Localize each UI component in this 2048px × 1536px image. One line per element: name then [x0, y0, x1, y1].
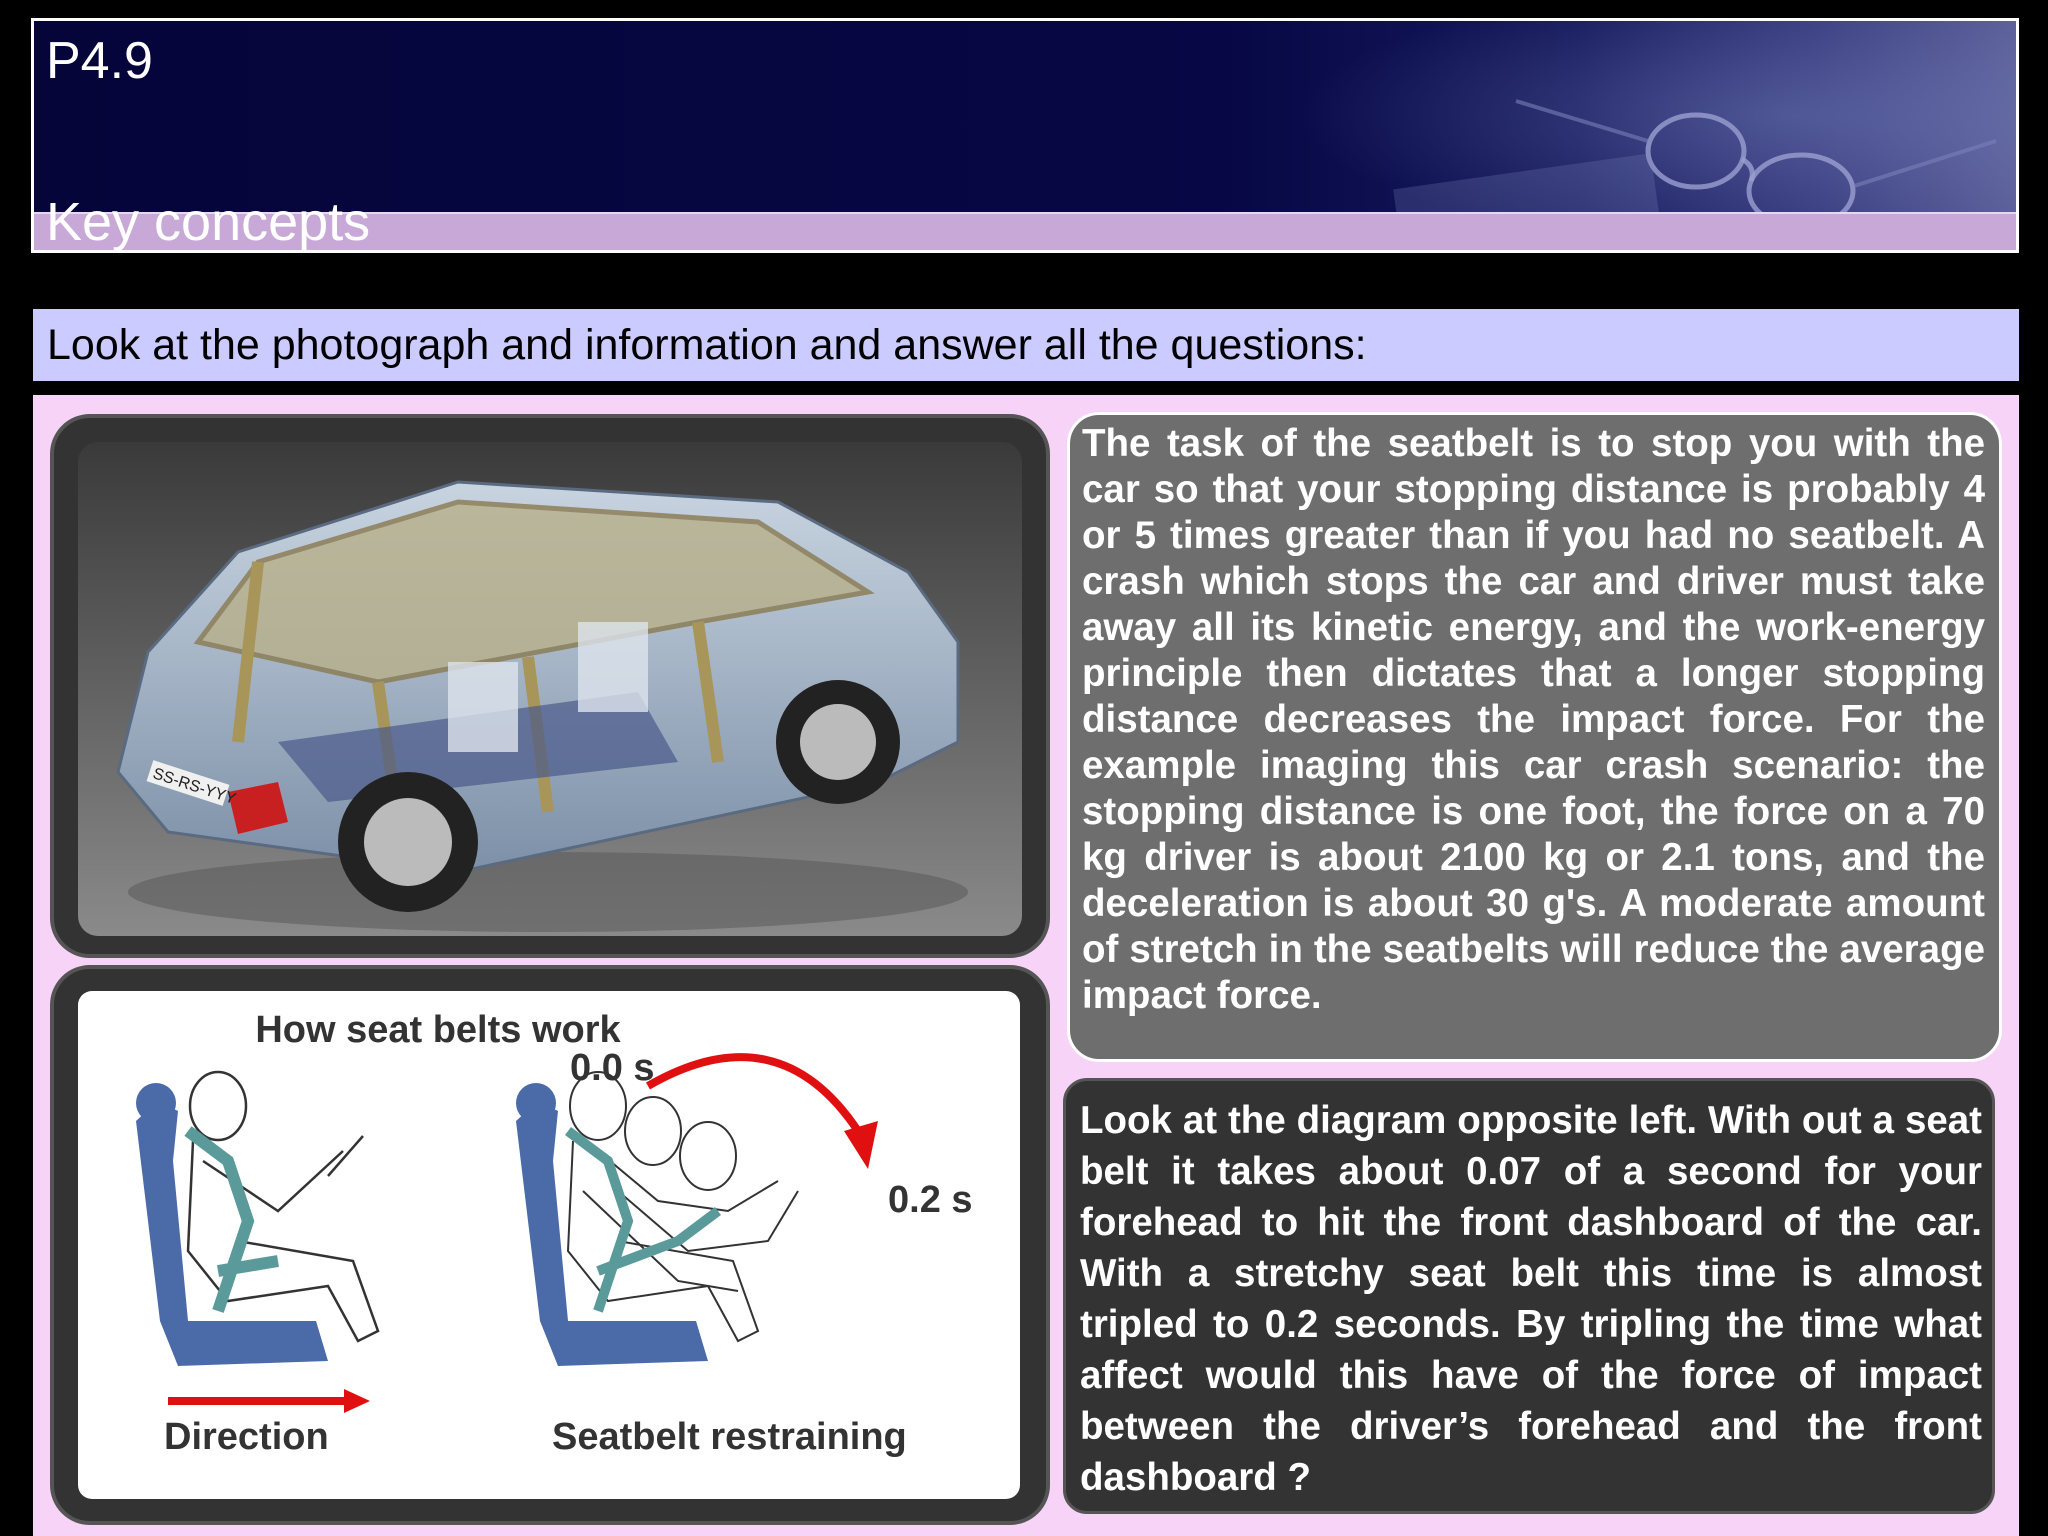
slide-code: P4.9 — [46, 32, 153, 90]
seatbelt-diagram — [78, 991, 1020, 1499]
car-cutaway-image — [78, 442, 1022, 936]
time-start-label: 0.0 s — [570, 1047, 655, 1089]
license-plate: SS-RS-YYY — [150, 765, 238, 809]
instruction-bar: Look at the photograph and information and answer all the questions: — [33, 309, 2019, 381]
time-arrow-head — [844, 1121, 878, 1169]
seatbelt-diagram-frame — [50, 965, 1050, 1525]
seat-left — [136, 1083, 328, 1366]
belt-right — [568, 1131, 628, 1311]
slide-header — [31, 18, 2019, 253]
seatbelt-info-panel: The task of the seatbelt is to stop you with the car so that your stopping distance is probably 4 or 5 times greater than if you had no seatbelt. A crash which stops the car and driver must take away all its kinetic energy, and the work-energy principle then dictates that a longer stopping distance decreases the impact force. For the example imaging this car crash scenario: the stopping distance is one foot, the force on a 70 kg driver is about 2100 kg or 2.1 tons, and the deceleration is about 30 g's. A moderate amount of stretch in the seatbelts will reduce the average impact force. — [1067, 412, 2002, 1062]
question-panel: Look at the diagram opposite left. With out a seat belt it takes about 0.07 of a second for your forehead to hit the front dashboard of the car. With a stretchy seat belt this time is almost tripled to 0.2 seconds. By tripling the time what affect would this have of the force of impact between the driver’s forehead and the front dashboard ? — [1063, 1078, 1995, 1514]
direction-arrow-head — [344, 1389, 370, 1413]
car-photo-frame — [50, 414, 1050, 958]
restraining-label: Seatbelt restraining — [552, 1416, 907, 1458]
belt-left — [188, 1131, 248, 1311]
diagram-title: How seat belts work — [255, 1009, 621, 1051]
lap-belt-left — [218, 1261, 278, 1271]
seat-right — [516, 1083, 708, 1366]
direction-label: Direction — [164, 1416, 329, 1458]
time-end-label: 0.2 s — [888, 1179, 973, 1221]
slide-title: Key concepts — [46, 192, 371, 252]
